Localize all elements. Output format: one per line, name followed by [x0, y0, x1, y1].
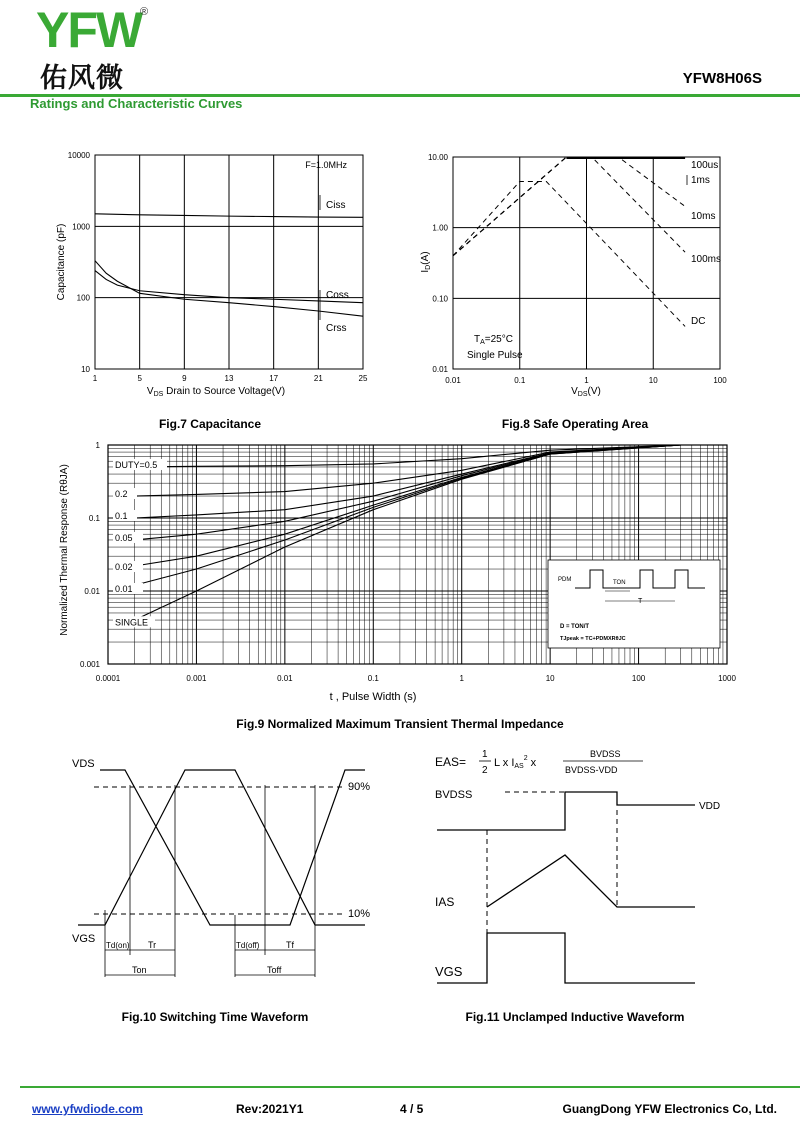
fig10-90-label: 90%: [348, 781, 371, 793]
svg-text:BVDSS: BVDSS: [590, 749, 621, 759]
fig9-series-0-02: [135, 445, 681, 566]
fig9-x-tick: 1000: [718, 674, 736, 683]
fig8-y-tick: 0.10: [432, 294, 448, 304]
fig7-y-tick: 1000: [72, 222, 90, 232]
fig9-inset: [548, 560, 720, 648]
fig11-vgs-waveform: [437, 933, 695, 983]
fig9-inset-duty-formula: D = TON/T: [560, 624, 590, 630]
fig7-y-tick: 100: [76, 293, 90, 303]
fig8-caption: Fig.8 Safe Operating Area: [501, 417, 649, 431]
fig7-capacitance-chart: [40, 140, 380, 410]
fig8-series-1ms: [453, 157, 685, 256]
fig7-label-coss: Coss: [326, 290, 349, 301]
fig10-10-label: 10%: [348, 908, 371, 920]
fig8-y-tick: 1.00: [432, 223, 448, 233]
fig10-vds-label: VDS: [72, 758, 95, 770]
fig9-x-tick: 1: [459, 674, 464, 683]
fig7-y-ticks: [68, 151, 91, 374]
fig8-label-10ms: 10ms: [691, 211, 716, 222]
fig8-series-100ms: [453, 157, 685, 256]
fig11-ias-waveform: [487, 855, 695, 907]
fig7-x-tick: 25: [358, 374, 368, 383]
fig11-ias-label: IAS: [435, 895, 455, 909]
fig9-duty-label: SINGLE: [115, 617, 149, 628]
fig9-duty-labels: [113, 459, 167, 627]
svg-text:2: 2: [482, 765, 488, 776]
fig9-thermal-impedance-chart: [50, 435, 750, 705]
fig7-y-axis-label: Capacitance (pF): [56, 223, 67, 301]
fig9-duty-label: 0.05: [115, 532, 133, 543]
fig10-switching-waveform: [60, 745, 390, 1000]
fig8-y-ticks: [428, 153, 449, 374]
fig10-tf-label: Tf: [286, 940, 294, 950]
fig8-x-axis-label: $V_{DS}(V)$: [571, 386, 601, 398]
fig9-duty-label: 0.1: [115, 511, 128, 521]
fig9-y-axis-label: Normalized Thermal Response (RθJA): [59, 464, 70, 636]
fig10-tdon-label: Td(on): [106, 941, 130, 950]
fig9-inset-tj-formula: TJpeak = TC+PDMXRθJC: [560, 636, 626, 642]
fig7-label-ciss: Ciss: [326, 200, 346, 211]
svg-text:1: 1: [482, 749, 488, 760]
fig9-y-tick: 0.01: [84, 587, 100, 596]
company-logo-chinese: 佑风微: [40, 63, 124, 94]
fig9-caption: Fig.9 Normalized Maximum Transient Thermal Impedance: [236, 717, 564, 731]
fig8-condition-pulse: Single Pulse: [467, 350, 523, 361]
fig7-grid: [95, 155, 363, 369]
fig10-ton-label: Ton: [132, 965, 147, 975]
fig10-vds-waveform: [100, 770, 365, 925]
fig9-x-tick: 0.0001: [95, 674, 121, 683]
fig7-x-ticks: [93, 374, 368, 383]
company-logo: YFW: [36, 2, 142, 58]
fig9-series-0-2: [135, 445, 681, 496]
fig8-x-tick: 100: [713, 376, 727, 385]
fig7-label-crss: Crss: [326, 323, 347, 334]
fig8-x-tick: 0.1: [514, 376, 526, 385]
fig11-vgs-label: VGS: [435, 964, 463, 979]
fig10-vgs-label: VGS: [72, 933, 96, 945]
fig10-vgs-waveform: [78, 770, 365, 925]
svg-text:L x IAS2x: L x IAS$^2$ x: [494, 755, 537, 770]
fig9-y-tick: 0.1: [88, 514, 100, 523]
svg-text:BVDSS-VDD: BVDSS-VDD: [565, 765, 618, 775]
fig8-series-dc: [453, 182, 685, 327]
fig8-label-dc: DC: [691, 316, 706, 327]
fig7-y-tick: 10: [81, 365, 90, 374]
fig9-duty-label: 0.2: [115, 489, 128, 500]
page-number: 4 / 5: [400, 1102, 424, 1116]
fig9-y-tick: 0.001: [79, 660, 100, 669]
fig7-x-tick: 17: [269, 374, 279, 383]
fig9-duty-label: 0.01: [115, 584, 133, 594]
fig7-caption: Fig.7 Capacitance: [158, 417, 262, 431]
fig9-duty-label: DUTY=0.5: [115, 459, 158, 470]
fig8-label-100us: 100us: [691, 160, 719, 171]
fig10-caption: Fig.10 Switching Time Waveform: [121, 1010, 309, 1024]
fig9-x-tick: 0.01: [277, 674, 293, 683]
fig9-x-tick: 0.1: [367, 674, 379, 683]
fig9-x-ticks: [96, 674, 737, 683]
fig7-annotation-frequency: F=1.0MHz: [305, 160, 347, 170]
fig8-y-tick: 0.01: [432, 365, 448, 374]
fig9-inset-pdm: PDM: [558, 577, 572, 583]
fig8-series-10ms: [453, 157, 685, 256]
fig9-inset-ton: TON: [613, 580, 626, 586]
fig7-x-tick: 9: [182, 374, 187, 383]
fig9-x-tick: 10: [545, 674, 555, 683]
fig11-vds-waveform: [437, 792, 695, 830]
revision: Rev:2021Y1: [236, 1102, 304, 1116]
fig7-x-tick: 21: [313, 374, 323, 383]
fig9-x-tick: 100: [631, 674, 646, 683]
fig9-series-0-05: [135, 445, 681, 540]
fig11-caption: Fig.11 Unclamped Inductive Waveform: [465, 1010, 685, 1024]
fig11-uis-waveform: [425, 740, 765, 1000]
registered-mark: ®: [140, 6, 149, 18]
fig8-series-100us: [453, 157, 685, 256]
fig9-x-tick: 0.001: [186, 674, 207, 683]
fig9-y-tick: 1: [95, 441, 100, 450]
fig11-vdd-label: VDD: [699, 801, 721, 812]
fig8-x-tick: 1: [584, 376, 589, 385]
fig8-label-100ms: 100ms: [691, 254, 722, 265]
fig9-series-0-1: [135, 445, 681, 518]
fig8-label-1ms: 1ms: [691, 175, 710, 186]
footer-divider: [20, 1086, 800, 1088]
fig9-duty-label: 0.02: [115, 562, 133, 573]
fig8-y-axis-label: $I_D(A)$: [420, 251, 432, 273]
fig7-x-tick: 5: [137, 374, 142, 383]
fig7-x-axis-label: $V_{DS}$ Drain to Source Voltage(V): [146, 386, 286, 398]
fig8-soa-chart: [415, 140, 755, 410]
fig10-tr-label: Tr: [148, 940, 157, 950]
fig7-y-tick: 10000: [67, 151, 90, 160]
fig11-bvdss-label: BVDSS: [435, 789, 473, 801]
fig7-x-tick: 13: [224, 374, 234, 383]
website-link[interactable]: www.yfwdiode.com: [32, 1102, 143, 1116]
fig8-y-tick: 10.00: [427, 153, 448, 162]
fig10-tdoff-label: Td(off): [236, 941, 260, 950]
part-number: YFW8H06S: [682, 70, 762, 87]
fig10-toff-label: Toff: [267, 965, 282, 975]
section-title: Ratings and Characteristic Curves: [30, 96, 243, 111]
fig9-y-ticks: [80, 441, 101, 669]
fig8-x-tick: 0.01: [445, 376, 461, 385]
fig9-inset-t: T: [638, 598, 643, 605]
svg-text:EAS=: EAS=: [435, 755, 467, 769]
company-name: GuangDong YFW Electronics Co, Ltd.: [562, 1102, 777, 1116]
fig7-x-tick: 1: [92, 374, 98, 383]
fig8-x-ticks: [445, 376, 727, 385]
fig8-series: [453, 157, 687, 326]
fig9-x-axis-label: t , Pulse Width (s): [329, 691, 417, 703]
fig11-eas-formula: [435, 749, 643, 776]
fig8-x-tick: 10: [648, 376, 658, 385]
fig8-condition-ta: $T_A=25^\circ C$: [474, 334, 513, 346]
